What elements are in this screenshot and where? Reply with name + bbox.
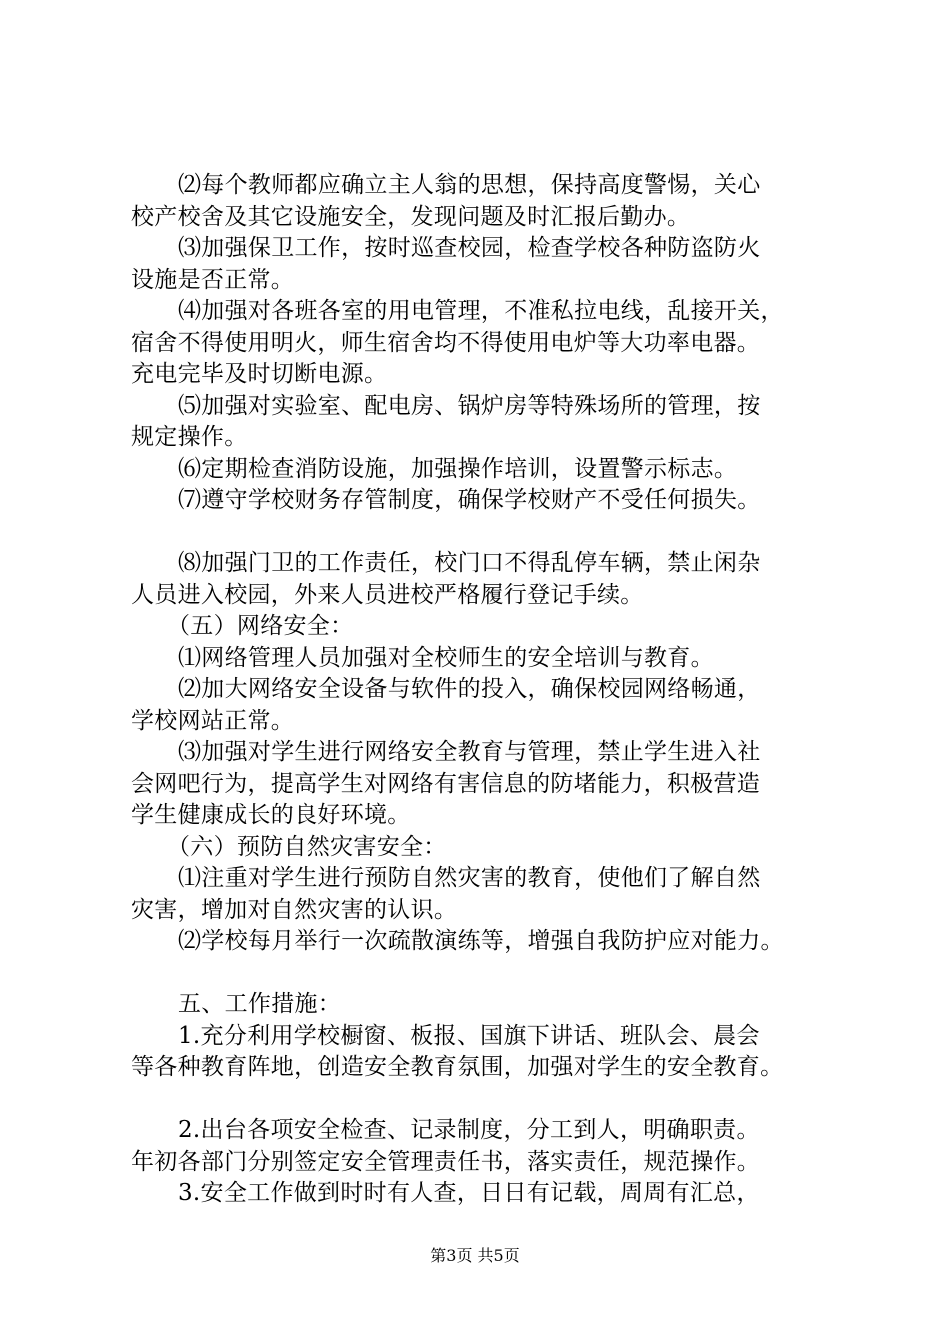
text-line: 校产校舍及其它设施安全，发现问题及时汇报后勤办。 xyxy=(131,203,691,230)
page-footer: 第3页 共5页 xyxy=(430,1246,520,1265)
text-line: ⑵学校每月举行一次疏散演练等，增强自我防护应对能力。 xyxy=(178,928,784,954)
text-line: ⑴注重对学生进行预防自然灾害的教育，使他们了解自然 xyxy=(178,865,761,891)
text-line: 年初各部门分别签定安全管理责任书，落实责任，规范操作。 xyxy=(131,1148,761,1175)
text-line: 1.充分利用学校橱窗、板报、国旗下讲话、班队会、晨会 xyxy=(178,1022,760,1049)
text-line: ⑴网络管理人员加强对全校师生的安全培训与教育。 xyxy=(178,644,714,671)
blank-line xyxy=(131,1084,851,1116)
text-line: 学校网站正常。 xyxy=(131,707,295,734)
text-line: 五、工作措施： xyxy=(178,991,342,1017)
text-line: 会网吧行为，提高学生对网络有害信息的防堵能力，积极营造 xyxy=(131,770,761,797)
text-line: 人员进入校园，外来人员进校严格履行登记手续。 xyxy=(131,581,644,608)
text-line: ⑶加强对学生进行网络安全教育与管理，禁止学生进入社 xyxy=(178,739,761,765)
text-line: ⑸加强对实验室、配电房、锅炉房等特殊场所的管理，按 xyxy=(178,392,761,419)
text-line: ⑷加强对各班各室的用电管理，不准私拉电线，乱接开关， xyxy=(178,298,784,324)
text-line: ⑶加强保卫工作，按时巡查校园，检查学校各种防盗防火 xyxy=(178,235,761,261)
text-line: 充电完毕及时切断电源。 xyxy=(131,361,388,387)
text-line: 宿舍不得使用明火，师生宿舍均不得使用电炉等大功率电器。 xyxy=(131,329,761,356)
text-line: 设施是否正常。 xyxy=(131,266,295,293)
text-line: 学生健康成长的良好环境。 xyxy=(131,802,411,828)
document-body xyxy=(131,170,851,1210)
text-line: 等各种教育阵地，创造安全教育氛围，加强对学生的安全教育。 xyxy=(131,1054,784,1080)
text-line: ⑵加大网络安全设备与软件的投入，确保校园网络畅通， xyxy=(178,676,761,702)
text-line: （五）网络安全： xyxy=(167,613,354,639)
blank-line xyxy=(131,958,851,990)
text-line: 2.出台各项安全检查、记录制度，分工到人，明确职责。 xyxy=(178,1117,760,1143)
text-line: ⑹定期检查消防设施，加强操作培训，设置警示标志。 xyxy=(178,455,738,482)
text-line: （六）预防自然灾害安全： xyxy=(167,833,447,860)
text-line: 3.安全工作做到时时有人查，日日有记载，周周有汇总， xyxy=(178,1180,760,1206)
blank-line xyxy=(131,517,851,549)
text-line: ⑻加强门卫的工作责任，校门口不得乱停车辆，禁止闲杂 xyxy=(178,550,761,576)
text-line: 灾害，增加对自然灾害的认识。 xyxy=(131,896,458,923)
text-line: 规定操作。 xyxy=(131,424,248,450)
text-line: ⑵每个教师都应确立主人翁的思想，保持高度警惕，关心 xyxy=(178,172,761,198)
text-line: ⑺遵守学校财务存管制度，确保学校财产不受任何损失。 xyxy=(178,487,761,513)
